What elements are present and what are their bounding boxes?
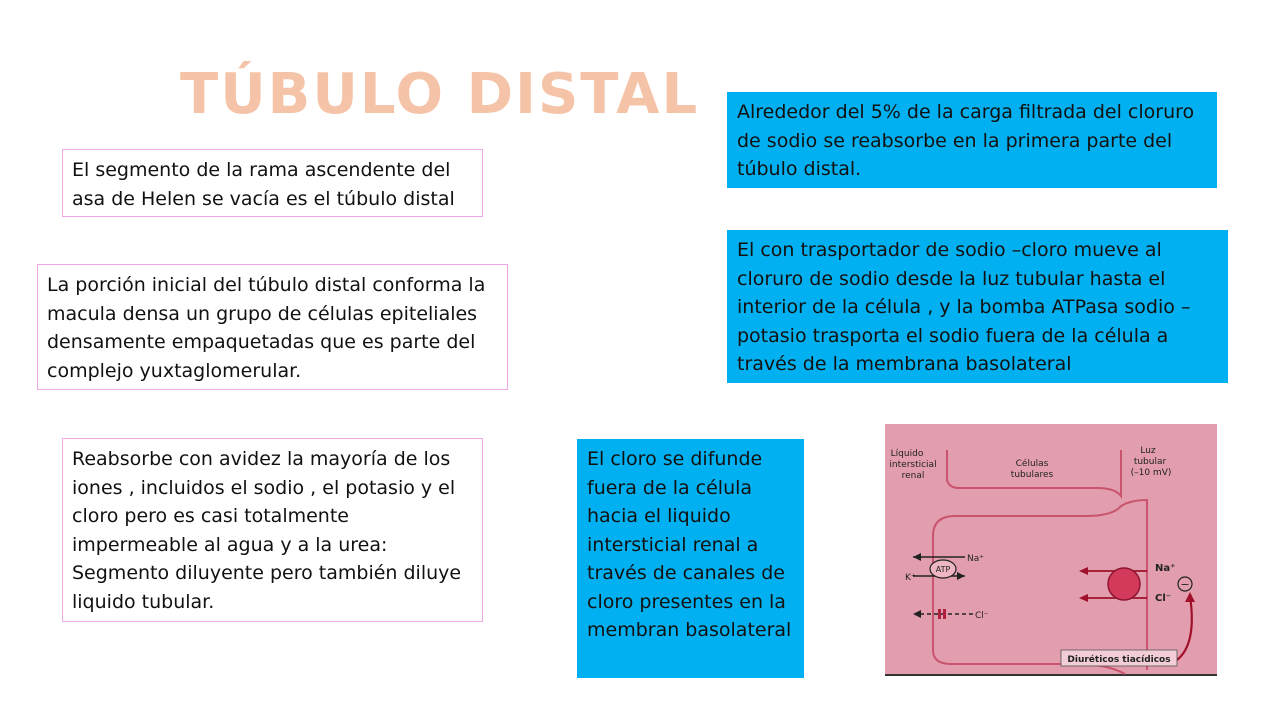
label-interstitial-1: Líquido: [890, 449, 924, 459]
nacl-cotransporter-icon: [1108, 568, 1140, 600]
text-box-reabsorption: Reabsorbe con avidez la mayoría de los iones , incluidos el sodio , el potasio y el cloro pero es casi totalmente impermeable al agua y a la urea: Segmento diluyente pero también diluye liquido tubular.: [62, 438, 483, 622]
label-lumen-2: tubular: [1133, 457, 1167, 467]
label-minus: −: [1180, 578, 1190, 591]
label-na-left: Na⁺: [967, 554, 984, 564]
distal-tubule-cell-diagram: [885, 424, 1217, 676]
slide-title: TÚBULO DISTAL: [180, 62, 700, 127]
label-thiazide-diuretics: Diuréticos tiacídicos: [1067, 655, 1171, 665]
text-box-distal-segment: El segmento de la rama ascendente del asa de Helen se vacía es el túbulo distal: [62, 149, 483, 217]
info-box-filtered-load: Alrededor del 5% de la carga filtrada del cloruro de sodio se reabsorbe en la primera parte del túbulo distal.: [727, 92, 1217, 188]
info-box-cotransporter: El con trasportador de sodio –cloro mueve al cloruro de sodio desde la luz tubular hasta el interior de la célula , y la bomba ATPasa sodio –potasio trasporta el sodio fuera de la célula a través de la membrana basolateral: [727, 230, 1228, 383]
label-interstitial-3: renal: [901, 471, 925, 481]
label-k-left: K⁺: [905, 573, 916, 583]
text-box-macula-densa: La porción inicial del túbulo distal conforma la macula densa un grupo de células epiteliales densamente empaquetadas que es parte del complejo yuxtaglomerular.: [37, 264, 508, 390]
label-interstitial-2: intersticial: [889, 460, 937, 470]
label-lumen-1: Luz: [1140, 446, 1156, 456]
label-cl-right: Cl⁻: [1155, 593, 1172, 604]
label-atp: ATP: [935, 565, 951, 574]
label-cells-1: Células: [1015, 459, 1049, 469]
label-cl-left: Cl⁻: [975, 611, 989, 621]
label-cells-2: tubulares: [1010, 470, 1054, 480]
label-na-right: Na⁺: [1155, 563, 1176, 574]
label-lumen-3: (–10 mV): [1130, 468, 1172, 478]
info-box-chloride-diffusion: El cloro se difunde fuera de la célula hacia el liquido intersticial renal a través de canales de cloro presentes en la membran basolateral: [577, 439, 804, 678]
chloride-channel-icon: [938, 609, 941, 619]
